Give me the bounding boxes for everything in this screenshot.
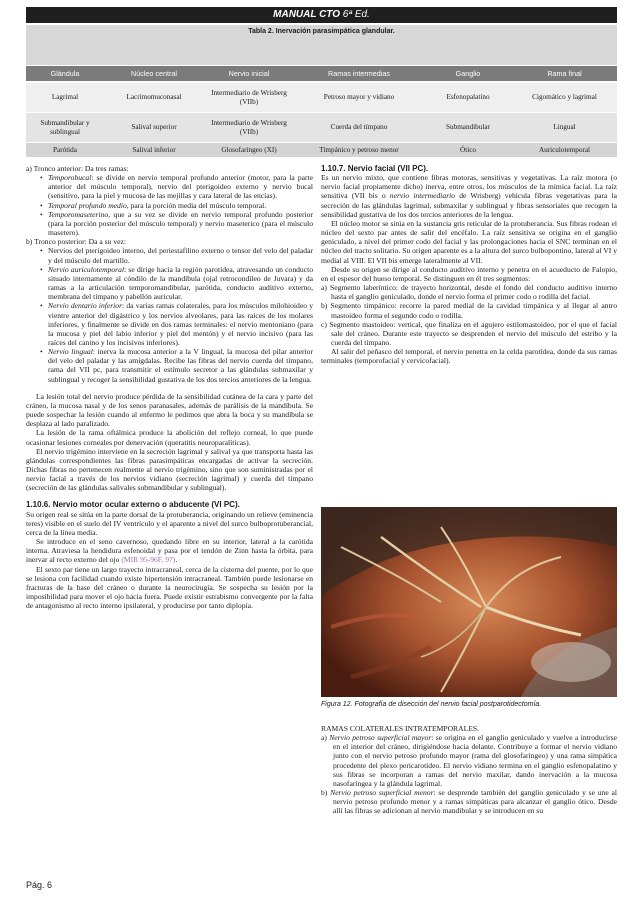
facial-nerve-dissection-image	[321, 507, 617, 697]
table-cell: Parótida	[26, 143, 104, 158]
table-cell: Timpánico y petroso menor	[294, 143, 424, 158]
figure-caption: Figura 12. Fotografía de disección del nervio facial postparotidectomía.	[321, 701, 542, 708]
table-cell: Salival inferior	[104, 143, 204, 158]
list-item	[48, 301, 313, 347]
table-header-cell: Ramas intermedias	[294, 66, 424, 82]
table-title: Tabla 2. Inervación parasimpática glandular.	[26, 25, 617, 65]
item-text: : se desprende también del ganglio geniculado y se une al nervio petroso profundo menor y a ramas simpáticas para alcanzar el ganglio ótico. Desde allí las fibras se adicionan al nervio mandibular y se introducen en su	[333, 788, 617, 816]
list-item	[321, 788, 617, 815]
paragraph: El sexto par tiene un largo trayecto intracraneal, cerca de la cisterna del puente, por lo que se lesiona con facilidad cuando existe hipertensión intracraneal. También puede lesionarse en fracturas de la base del cráneo o durante la neurocirugía. Se sospecha su lesión por la imposibilidad para mover el ojo hacia fuera. Puede existir estrabismo convergente por la falta de antagonismo al recto interno ipsilateral, y producirse por tanto diplopía.	[26, 564, 313, 611]
item-text: Nervios del pterigoideo interno, del periestafilino externo o tensor del velo del paladar y del músculo del martillo.	[48, 246, 313, 265]
term: Nervio auriculotemporal	[48, 264, 125, 274]
list-item: a) Segmento laberíntico: de trayecto horizontal, desde el fondo del conducto auditivo interno hasta el ganglio geniculado, donde el nervio forma el primer codo o rodilla del facial.	[321, 283, 617, 302]
page-number: Pág. 6	[26, 880, 53, 890]
section-title: 1.10.7. Nervio facial (VII PC).	[321, 164, 429, 173]
header-edition: 6ª Ed.	[342, 9, 370, 20]
term: Temporomaseterino	[48, 209, 109, 219]
bullet-list	[26, 246, 313, 383]
right-column	[321, 164, 617, 365]
mir-reference: (MIR 95-96F, 97)	[121, 555, 176, 565]
list-item	[48, 173, 313, 200]
table-cell: Submandibular	[424, 113, 512, 143]
item-text: : inerva la mucosa anterior a la V lingual, la mucosa del pilar anterior del velo del paladar y las amígdalas. Recibe las fibras del nervio cuerda del tímpano, rama del VII pc, para transmitir el estímulo secretor a las glándulas submaxilar y sublingual y recoger la sensibilidad gustativa de los dos tercios anteriores de la lengua.	[48, 347, 313, 384]
bullet-list	[26, 173, 313, 237]
item-label: b)	[321, 788, 331, 798]
text-run: Es un nervio mixto, que contiene fibras motoras, sensitivas y vegetativas. La raíz motora (o nervio facial propiamente dicho) inerva, entre otros, los músculos de la mímica facial. La raíz sensitiva (VII bis o	[321, 173, 617, 201]
table-cell: Glosofaríngeo (XI)	[204, 143, 294, 158]
paragraph: La lesión de la rama oftálmica produce la abolición del reflejo corneal, lo que puede ocasionar lesiones corneales por denervación (queratitis neuroparalíticas).	[26, 428, 313, 447]
left-column	[26, 164, 313, 610]
table-header-cell: Ganglio	[424, 66, 512, 82]
subsection-title: RAMAS COLATERALES INTRATEMPORALES.	[321, 724, 480, 733]
table-row	[26, 113, 617, 143]
table-cell: Petroso mayor y vidiano	[294, 82, 424, 113]
term: Nervio lingual	[48, 347, 93, 357]
term: Nervio petroso superficial menor	[330, 788, 434, 798]
table-cell: Cigomático y lagrimal	[512, 82, 617, 113]
page-header	[26, 7, 617, 23]
item-text: : se divide en nervio temporal profundo anterior (motor, para la parte anterior del músculo temporal), nervio del pterigoideo externo y nervio bucal (sensitivo, para la piel y mucosa de las mejillas y cara lateral de las encías).	[48, 173, 313, 201]
paragraph: El nervio trigémino interviene en la secreción lagrimal y salival ya que transporta hasta las glándulas correspondientes las fibras parasimpáticas encargadas de activar la secreción. Dichas fibras no pertenecen realmente al nervio trigémino, sino que son suministradas por el nervio facial a través de los nervios vidiano (secreción lagrimal) y cuerda del tímpano (secreción de las glándulas salivales submandibular y sublingual).	[26, 446, 313, 493]
paragraph: Desde su origen se dirige al conducto auditivo interno y penetra en el acueducto de Falopio, en el espesor del hueso temporal. Se distinguen en él tres segmentos:	[321, 264, 617, 283]
list-item	[48, 265, 313, 302]
text-run: Se introduce en el seno cavernoso, quedando libre en su interior, lateral a la carótida interna. Atraviesa la hendidura esfenoidal y pasa por el tendón de Zinn hasta la órbita, para inervar al recto externo del ojo	[26, 537, 313, 565]
paragraph: El núcleo motor se sitúa en la sustancia gris reticular de la protuberancia. Sus fibras rodean el núcleo del sexto par antes de salir del encéfalo. La raíz sensitiva se origina en el ganglio geniculado, a nivel del primer codo del facial y las prolongaciones hacia el SNC terminan en el núcleo del tracto solitario. Su origen aparente es a la altura del surco bulbopontino, lateral al VI y medial al VIII. El VII bis emerge lateralmente al VII.	[321, 218, 617, 265]
dissection-photo	[321, 507, 617, 697]
list-item: c) Segmento mastoideo: vertical, que finaliza en el agujero estilomastoideo, por el que el facial sale del cráneo. Durante este trayecto se desprenden el nervio del músculo del estribo y la cuerda del tímpano.	[321, 319, 617, 347]
table-cell: Intermediario de Wrisberg (VIIb)	[204, 113, 294, 143]
table-cell: Intermediario de Wrisberg (VIIb)	[204, 82, 294, 113]
table-header-row	[26, 66, 617, 82]
item-text: , para la porción media del músculo temporal.	[126, 200, 267, 210]
table-header-cell: Glándula	[26, 66, 104, 82]
table-header-cell: Nervio inicial	[204, 66, 294, 82]
table-cell: Esfenopalatino	[424, 82, 512, 113]
list-item	[48, 210, 313, 237]
list-intro: a) Tronco anterior: Da tres ramas:	[26, 164, 129, 173]
text-run: de Wrisberg) vehicula fibras vegetativas para la secreción de las glándulas lagrimal, submaxilar y sublingual y fibras sensoriales que recogen la sensibilidad gustativa de los dos tercios anteriores de la lengua.	[321, 191, 618, 219]
table-cell: Salival superior	[104, 113, 204, 143]
term: Temporal profundo medio	[48, 200, 127, 210]
item-text: : se dirige hacia la región parotídea, atravesando un conducto situado internamente al cóndilo de la mandíbula (ojal retrocondíleo de Juvara) y da ramas a la articulación temporomandibular, parótida, conducto auditivo externo, membrana del tímpano y pabellón auricular.	[48, 264, 314, 302]
header-title: MANUAL CTO	[273, 9, 340, 20]
list-item	[48, 201, 313, 210]
list-intro: b) Tronco posterior: Da a su vez:	[26, 237, 126, 247]
table-cell: Ótico	[424, 143, 512, 158]
paragraph	[26, 537, 313, 564]
term: nervio intermediario	[389, 191, 456, 201]
paragraph: Al salir del peñasco del temporal, el nervio penetra en la celda parotídea, donde da sus ramas terminales (temporofacial y cervicofacial).	[321, 347, 617, 366]
table-row	[26, 143, 617, 158]
table-cell: Lagrimal	[26, 82, 104, 113]
list-item	[48, 347, 313, 384]
table-cell: Lacrimomuconasal	[104, 82, 204, 113]
item-text: , que a su vez se divide en nervio temporal profundo posterior (para la porción posterior del músculo temporal) y nervio maseterico (para el músculo masetero).	[48, 209, 313, 238]
table-header-cell: Rama final	[512, 66, 617, 82]
table-cell: Cuerda del tímpano	[294, 113, 424, 143]
term: Nervio petroso superficial mayor	[329, 733, 432, 743]
section-title: 1.10.6. Nervio motor ocular externo o abducente (VI PC).	[26, 500, 240, 510]
term: Temporobucal	[48, 173, 92, 183]
table-row	[26, 82, 617, 113]
term: Nervio dentario inferior	[48, 301, 123, 311]
table-cell: Submandibular y sublingual	[26, 113, 104, 143]
list-item: b) Segmento timpánico: recorre la pared medial de la cavidad timpánica y al llegar al antro mastoideo forma el segundo codo o rodilla.	[321, 301, 617, 320]
list-item	[48, 246, 313, 264]
paragraph	[321, 173, 617, 219]
table-header-cell: Núcleo central	[104, 66, 204, 82]
table-cell: Lingual	[512, 113, 617, 143]
text-run: .	[175, 555, 178, 565]
paragraph: Su origen real se sitúa en la parte dorsal de la protuberancia, originando un relieve (eminencia teres) visible en el suelo del IV ventrículo y el aparente a nivel del surco bulboprotuberancial, cerca de la línea media.	[26, 509, 313, 537]
item-text: : da varias ramas colaterales, para los músculos milohioideo y vientre anterior del digástrico y los nervios alveolares, para las raíces de los molares inferiores, y finalmente se divide en dos ramas terminales: el nervio mentoniano (para la mucosa y piel del labio inferior y piel del mentón) y el nervio incisivo (para las raíces del canino y los incisivos inferiores).	[48, 301, 313, 347]
item-text: : se origina en el ganglio geniculado y vuelve a introducirse en el interior del cráneo, dirigiéndose hacia delante. Contribuye a formar el nervio vidiano junto con el nervio petroso profundo mayor (rama del glosofaríngeo) y una rama simpática procedente del plexo pericarotídeo. El nervio vidiano termina en el ganglio esfenopalatino y sus fibras se incorporan a ramas del nervio maxilar, dando inervación a la mucosa nasofaríngea y la glándula lagrimal.	[333, 733, 617, 788]
item-label: a)	[321, 733, 330, 743]
paragraph: La lesión total del nervio produce pérdida de la sensibilidad cutánea de la cara y parte del cráneo, la mucosa nasal y de los senos paranasales, además de parálisis de la mandíbula. Se puede sospechar la lesión cuando al enfermo le pedimos que abra la boca y su mandíbula se desplaza al lado paralizado.	[26, 391, 313, 429]
list-item	[321, 733, 617, 788]
table-cell: Auriculotemporal	[512, 143, 617, 158]
innervation-table	[26, 66, 617, 158]
right-column-bottom	[321, 724, 617, 816]
